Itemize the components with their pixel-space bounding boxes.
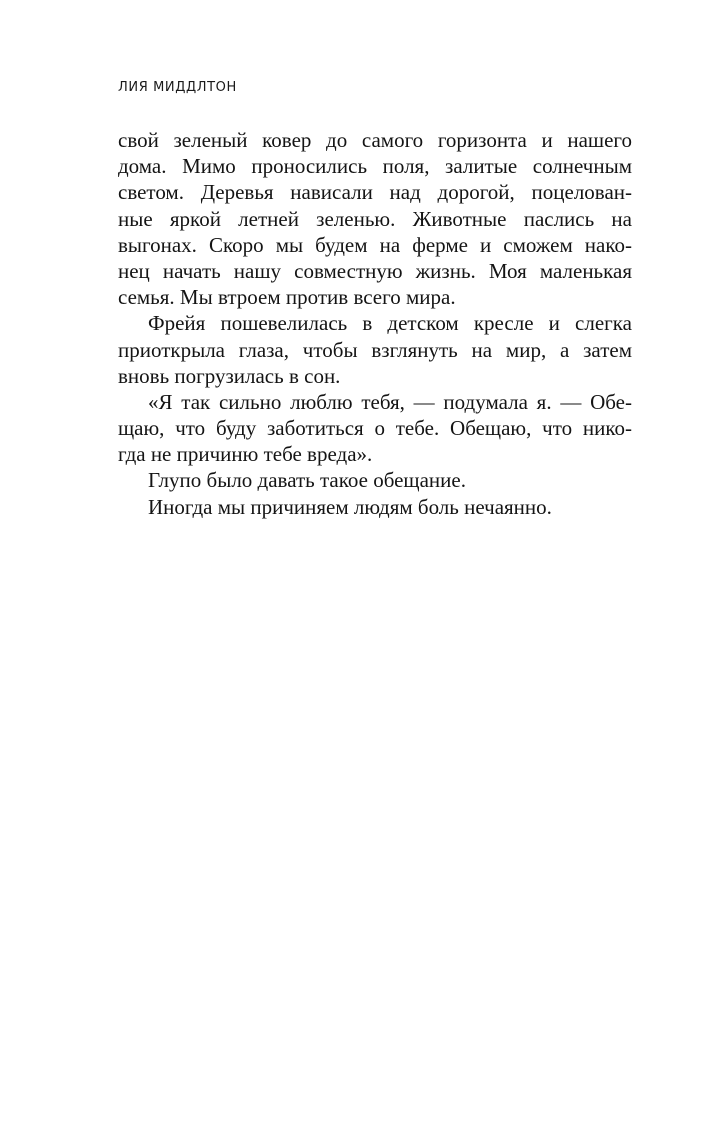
text-line: гда не причиню тебе вреда». — [118, 442, 373, 467]
paragraph-first-line: Фрейя пошевелилась в детском кресле и слегка — [148, 311, 632, 336]
text-line: дома. Мимо проносились поля, залитые солнечным — [118, 154, 632, 179]
text-line: вновь погрузилась в сон. — [118, 363, 341, 388]
text-line: свой зеленый ковер до самого горизонта и нашего — [118, 128, 632, 152]
text-line: ные яркой летней зеленью. Животные паслись на — [118, 206, 632, 231]
text-line: семья. Мы втроем против всего мира. — [118, 285, 456, 310]
text-line: щаю, что буду заботиться о тебе. Обещаю, что нико- — [118, 416, 632, 441]
text-line: нец начать нашу совместную жизнь. Моя маленькая — [118, 258, 632, 283]
paragraph-first-line: «Я так сильно люблю тебя, — подумала я. — Обе- — [148, 389, 632, 414]
text-line: приоткрыла глаза, чтобы взглянуть на мир, а затем — [118, 337, 632, 362]
paragraph-first-line: Иногда мы причиняем людям боль нечаянно. — [148, 494, 552, 519]
paragraph-first-line: Глупо было давать такое обещание. — [148, 468, 466, 493]
text-line: выгонах. Скоро мы будем на ферме и сможем нако- — [118, 232, 632, 257]
body-text — [118, 127, 632, 520]
running-head-author: ЛИЯ МИДДЛТОН — [118, 80, 237, 95]
text-line: светом. Деревья нависали над дорогой, поцелован- — [118, 180, 632, 205]
